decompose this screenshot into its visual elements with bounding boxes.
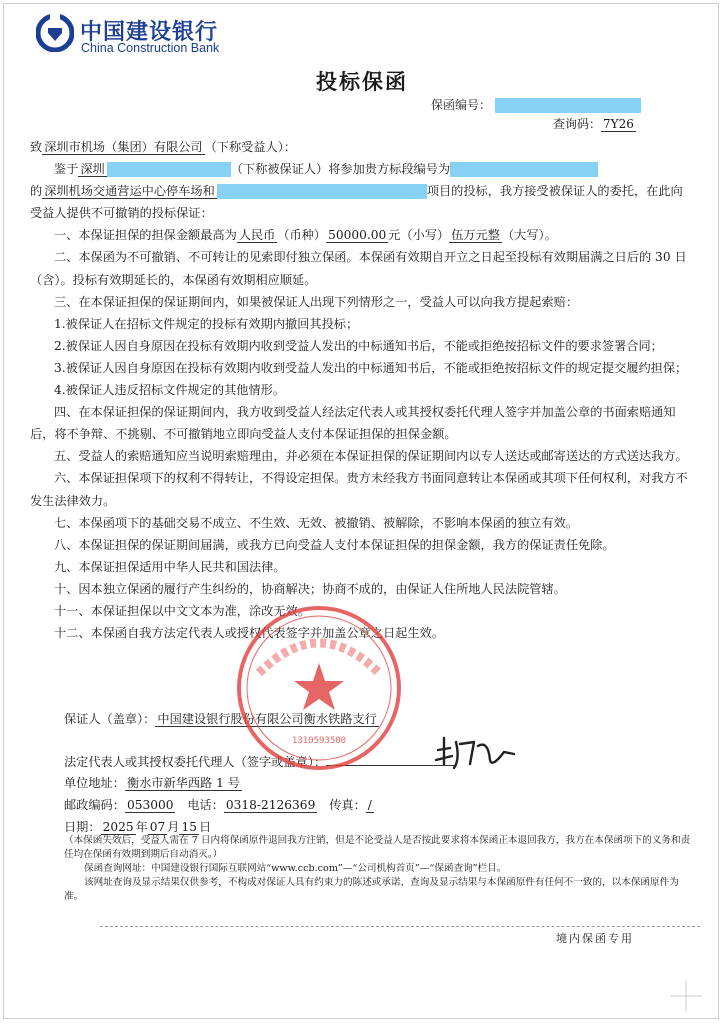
address-value: 衡水市新华西路 1 号 <box>126 776 240 790</box>
note-disclaimer: 该网址查询及显示结果仅供参考，不构成对保证人具有约束力的陈述或承诺，查询及显示结果与本保函原件有任何不一致的，以本保函原件为准。 <box>64 877 679 902</box>
phone-value: 0318-2126369 <box>225 798 316 812</box>
note-return: （本保函失效后，受益人需在 7 日内将保函原件退回我方注销，但是不论受益人是否按此要求将本保函正本退回我方，我方在本保函项下的义务和责任均在保函有效期到期后自动消灭。） <box>64 835 691 860</box>
representative-line: 法定代表人或其授权委托代理人（签字或盖章）： <box>64 753 456 770</box>
guarantor-line: 保证人（盖章）： 中国建设银行股份有限公司衡水铁路支行 <box>64 712 377 726</box>
note-query-url: 保函查询网址：中国建设银行国际互联网站“www.ccb.com”—“公司机构首页”—“保函查询”栏目。 <box>84 863 507 874</box>
date-day: 15 <box>181 820 197 834</box>
query-code-label: 查询码： <box>553 117 602 131</box>
ccb-logo-icon <box>36 14 74 52</box>
bank-name-cn: 中国建设银行 <box>80 20 219 45</box>
clause-2: 二、本保函为不可撤销、不可转让的见索即付独立保函。本保函有效期自开立之日起至投标有效期届满之日后的 30 日（含）。投标有效期延长的，本保函有效期相应顺延。 <box>30 250 687 287</box>
guarantee-number <box>431 96 641 113</box>
principal-redaction <box>107 162 231 177</box>
guarantee-number-redaction <box>495 98 641 113</box>
date-line: 日期： 2025 年 07 月 15 日 <box>64 820 212 834</box>
clause-3-item-4: 4.被保证人违反招标文件规定的其他情形。 <box>54 383 286 398</box>
clause-12: 十二、本保函自我方法定代表人或授权代表签字并加盖公章之日起生效。 <box>54 626 444 641</box>
bank-logo <box>36 14 286 54</box>
beneficiary-name: 深圳市机场（集团）有限公司 <box>44 140 203 154</box>
handwritten-signature <box>430 730 520 774</box>
currency: 人民币 <box>238 228 276 243</box>
clause-4: 四、在本保证担保的保证期间内，我方收到受益人经法定代表人或其授权委托代理人签字并加盖公章的书面索赔通知后，将不争辩、不挑剔、不可撤销地立即向受益人支付本保证担保的担保金额。 <box>30 405 676 442</box>
date-year: 2025 <box>102 820 134 834</box>
clause-10: 十、因本独立保函的履行产生纠纷的，协商解决；协商不成的，由保证人住所地人民法院管辖。 <box>54 581 566 596</box>
postcode-value: 053000 <box>126 798 174 812</box>
footer-divider <box>100 926 700 927</box>
amount-words: 伍万元整 <box>451 228 500 243</box>
clause-11: 十一、本保证担保以中文文本为准，涂改无效。 <box>54 603 310 618</box>
bank-name-en: China Construction Bank <box>81 41 220 55</box>
clause-8: 八、本保证担保的保证期间届满，或我方已向受益人支付本保证担保的担保金额，我方的保证责任免除。 <box>54 537 615 552</box>
document-title: 投标保函 <box>316 70 408 94</box>
query-code-value: 7Y26 <box>603 117 634 131</box>
tender-number-redaction <box>450 162 598 177</box>
clause-9: 九、本保证担保适用中华人民共和国法律。 <box>54 559 286 574</box>
amount-figures: 50000.00 <box>328 228 387 243</box>
clause-5: 五、受益人的索赔通知应当说明索赔理由，并必须在本保证担保的保证期间内以专人送达或邮寄送达的方式送达我方。 <box>54 449 688 464</box>
guarantee-body <box>30 136 690 644</box>
notes <box>64 834 694 904</box>
official-seal-icon <box>234 603 404 773</box>
guarantor-name: 中国建设银行股份有限公司衡水铁路支行 <box>157 712 377 726</box>
preamble: 鉴于 深圳 （下称被保证人）将参加贵方标段编号为 的 深圳机场交通营运中心停车场和 项目的投标，我方接受被保证人的委托，在此向受益人提供不可撤销的投标保证： <box>30 162 683 221</box>
guarantee-number-label: 保函编号： <box>431 98 492 112</box>
clause-1: 一、本保证担保的担保金额最高为 人民币 （币种） 50000.00 元（小写） 伍万元整 （大写）。 <box>54 228 557 243</box>
footer-tag: 境内保函专用 <box>556 932 634 945</box>
crosshair-icon <box>668 978 704 1014</box>
seal-code: 1310593500 <box>291 736 347 746</box>
fax-value: / <box>367 798 372 812</box>
clause-3-item-1: 1.被保证人在招标文件规定的投标有效期内撤回其投标； <box>54 316 359 331</box>
addressee-line: 致 深圳市机场（集团）有限公司 （下称受益人）： <box>30 140 297 154</box>
clause-3-item-3: 3.被保证人因自身原因在投标有效期内收到受益人发出的中标通知书后，不能或拒绝按招标文件的规定提交履约担保； <box>54 360 688 375</box>
project-name-redaction <box>217 184 427 199</box>
clause-3-item-2: 2.被保证人因自身原因在投标有效期内收到受益人发出的中标通知书后，不能或拒绝按招标文件的要求签署合同； <box>54 338 663 353</box>
contact-line: 邮政编码： 053000 电话： 0318-2126369 传真： / <box>64 798 372 812</box>
clause-7: 七、本保函项下的基础交易不成立、不生效、无效、被撤销、被解除，不影响本保函的独立有效。 <box>54 515 579 530</box>
query-code <box>553 115 636 132</box>
address-line: 单位地址： 衡水市新华西路 1 号 <box>64 776 240 790</box>
clause-3: 三、在本保证担保的保证期间内，如果被保证人出现下列情形之一，受益人可以向我方提起索赔： <box>54 294 579 309</box>
clause-6: 六、本保证担保项下的权利不得转让，不得设定担保。贵方未经我方书面同意转让本保函或其项下任何权利，对我方不发生法律效力。 <box>30 471 688 508</box>
date-month: 07 <box>149 820 166 834</box>
